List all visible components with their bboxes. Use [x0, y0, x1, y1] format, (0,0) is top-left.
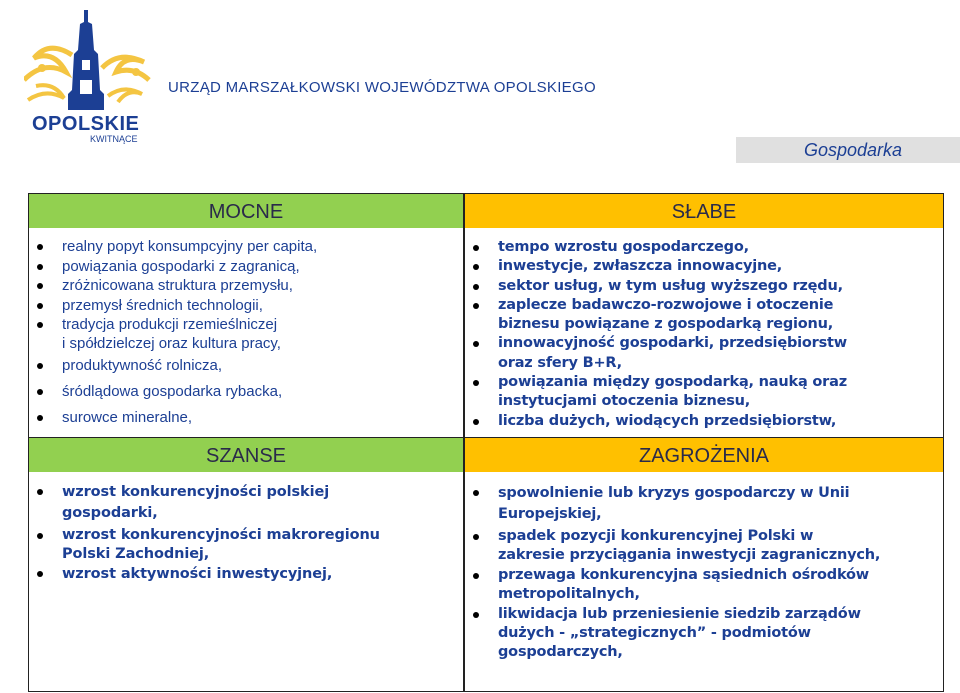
list-item: zaplecze badawczo-rozwojowe i otoczenie biznesu powiązane z gospodarką regionu,: [470, 296, 940, 335]
logo-wordmark: OPOLSKIE: [32, 113, 140, 135]
list-item: sektor usług, w tym usług wyższego rzędu,: [470, 277, 940, 296]
list-item: realny popyt konsumpcyjny per capita,: [34, 237, 454, 257]
section-bar: [736, 137, 960, 163]
list-item: spowolnienie lub kryzys gospodarczy w Unii Europejskiej,: [470, 483, 942, 525]
list-item: wzrost konkurencyjności makroregionu Polski Zachodniej,: [34, 526, 454, 564]
weaknesses-list: [470, 238, 940, 431]
weaknesses-header: SŁABE: [465, 194, 943, 228]
strengths-header: MOCNE: [29, 194, 463, 228]
section-title: Gospodarka: [803, 140, 903, 160]
list-item: przewaga konkurencyjna sąsiednich ośrodków metropolitalnych,: [470, 566, 942, 605]
list-item: śródlądowa gospodarka rybacka,: [34, 382, 454, 402]
list-item: wzrost aktywności inwestycyjnej,: [34, 564, 454, 584]
list-item: powiązania między gospodarką, nauką oraz instytucjami otoczenia biznesu,: [470, 373, 940, 412]
list-item: produktywność rolnicza,: [34, 356, 454, 376]
swot-grid: [28, 193, 944, 692]
list-item: wzrost konkurencyjności polskiej gospodarki,: [34, 482, 454, 524]
list-item: tempo wzrostu gospodarczego,: [470, 238, 940, 257]
list-item: spadek pozycji konkurencyjnej Polski w zakresie przyciągania inwestycji zagranicznych,: [470, 527, 942, 566]
threats-list: [470, 483, 942, 663]
office-name: URZĄD MARSZAŁKOWSKI WOJEWÓDZTWA OPOLSKIEGO: [168, 79, 596, 96]
list-item: powiązania gospodarki z zagranicą,: [34, 257, 454, 277]
logo-tagline: KWITNĄCE: [90, 134, 138, 144]
opportunities-list: [34, 482, 454, 584]
list-item: surowce mineralne,: [34, 408, 454, 428]
strengths-list: [34, 237, 454, 427]
list-item: likwidacja lub przeniesienie siedzib zarządów dużych - „strategicznych” - podmiotów gospodarczych,: [470, 605, 942, 663]
opportunities-header: SZANSE: [29, 438, 463, 472]
list-item: tradycja produkcji rzemieślniczej i spółdzielczej oraz kultura pracy,: [34, 315, 454, 353]
list-item: przemysł średnich technologii,: [34, 296, 454, 316]
list-item: innowacyjność gospodarki, przedsiębiorstw oraz sfery B+R,: [470, 334, 940, 373]
list-item: inwestycje, zwłaszcza innowacyjne,: [470, 257, 940, 276]
threats-header: ZAGROŻENIA: [465, 438, 943, 472]
list-item: liczba dużych, wiodących przedsiębiorstw,: [470, 412, 940, 431]
list-item: zróżnicowana struktura przemysłu,: [34, 276, 454, 296]
